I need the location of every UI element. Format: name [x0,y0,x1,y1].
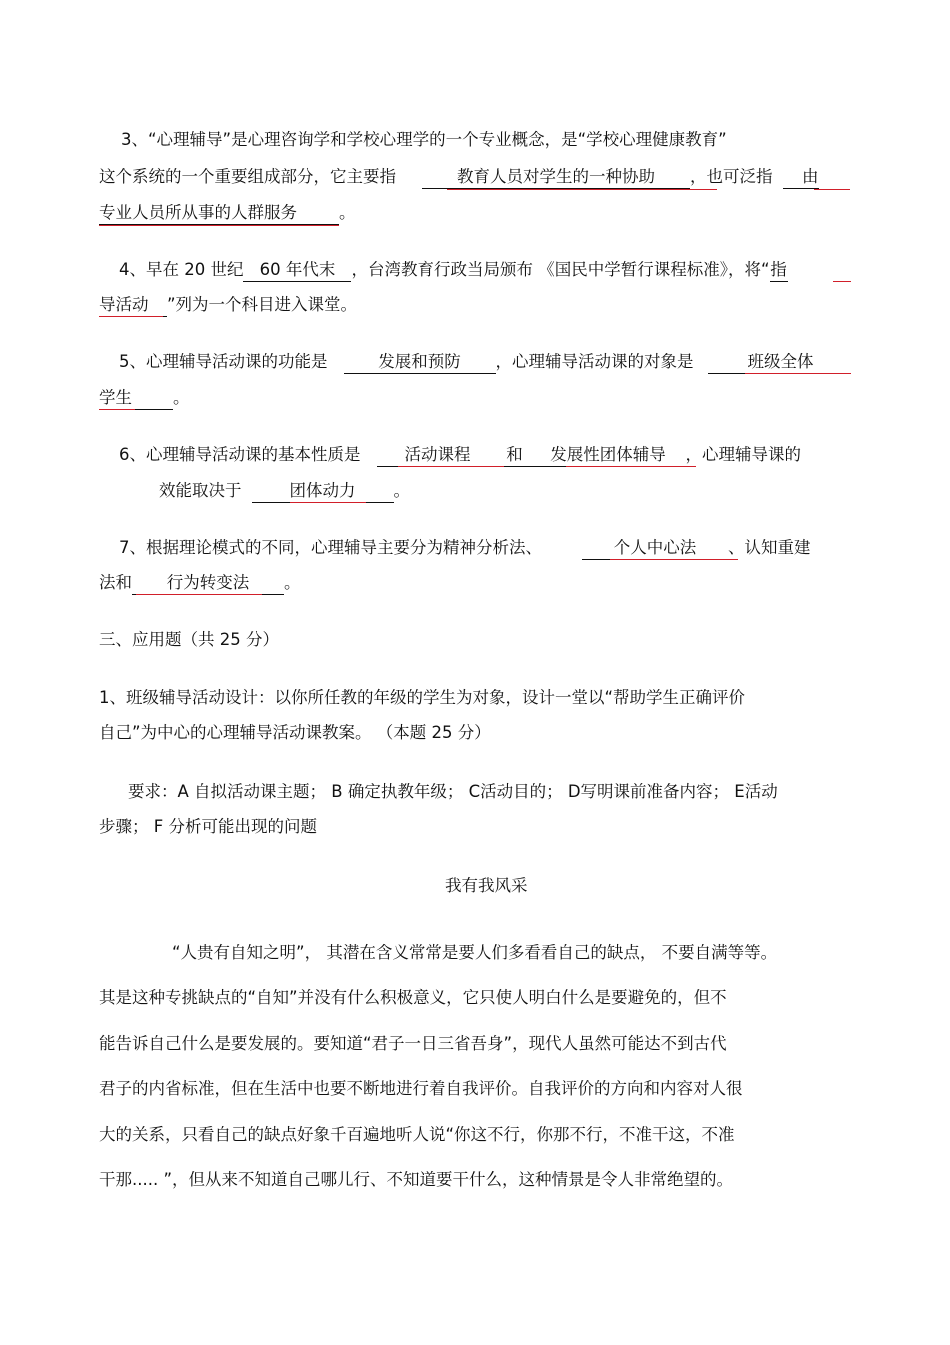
red-underline [136,594,262,595]
red-underline [99,409,135,410]
q7-answer-2: 行为转变法 [132,573,284,595]
red-underline [833,281,851,282]
q7-line2: 法和 行为转变法 。 [99,572,301,594]
q3-answer-2-part2: 专业人员所从事的人群服务 [99,203,339,225]
app1-line1: 1、班级辅导活动设计：以你所任教的年级的学生为对象，设计一堂以“帮助学生正确评价 [99,688,746,707]
app1-line2: 自己”为中心的心理辅导活动课教案。 （本题 25 分） [99,723,491,742]
essay-title: 我有我风采 [445,876,528,895]
requirements-line1: 要求：A 自拟活动课主题； B 确定执教年级； C活动目的； D写明课前准备内容； E活动 [128,782,778,801]
q6-and: 和 [499,445,531,467]
q7-answer-1: 个人中心法 [582,538,728,560]
q5-answer-2-part1: 班级全体 [708,352,814,374]
red-underline [745,373,851,374]
red-underline [447,189,717,190]
q3-answer-1: 教育人员对学生的一种协助 [422,167,690,189]
q4-answer-2-part1: 指 [770,260,788,282]
essay-line: 能告诉自己什么是要发展的。要知道“君子一日三省吾身”，现代人虽然可能达不到古代 [99,1034,727,1053]
q5-line2: 学生 。 [99,387,190,409]
red-underline [610,559,738,560]
q6-line1: 6、心理辅导活动课的基本性质是 活动课程 和 发展性团体辅导 ，心理辅导课的 [119,444,801,466]
essay-line: “人贵有自知之明”， 其潜在含义常常是要人们多看看自己的缺点， 不要自满等等。 [172,943,778,962]
q3-line2: 这个系统的一个重要组成部分，它主要指 教育人员对学生的一种协助 ，也可泛指 由 [99,166,819,188]
q4-answer-2-part2: 导活动 [99,295,167,317]
requirements-line2: 步骤； F 分析可能出现的问题 [99,817,317,836]
red-underline [99,316,163,317]
red-underline [99,225,339,226]
q7-line1: 7、根据理论模式的不同，心理辅导主要分为精神分析法、 个人中心法 、认知重建 [119,537,811,559]
q3-line3: 专业人员所从事的人群服务 。 [99,202,356,224]
q4-answer-1: 60 年代末 [243,260,351,282]
q3-line1: 3、“心理辅导”是心理咨询学和学校心理学的一个专业概念，是“学校心理健康教育” [121,130,727,149]
essay-line: 君子的内省标准，但在生活中也要不断地进行着自我评价。自我评价的方向和内容对人很 [99,1079,743,1098]
essay-line: 其是这种专挑缺点的“自知”并没有什么积极意义，它只使人明白什么是要避免的，但不 [99,988,727,1007]
essay-line: 干那..... ”，但从来不知道自己哪儿行、不知道要干什么，这种情景是令人非常绝望的。 [99,1170,734,1189]
q5-line1: 5、心理辅导活动课的功能是 发展和预防 ，心理辅导活动课的对象是 班级全体 [119,351,814,373]
q6-answer-3: 团体动力 [252,481,394,503]
section-heading: 三、应用题（共 25 分） [99,630,279,649]
q6-answer-1: 活动课程 [377,445,499,467]
red-underline [398,466,504,467]
red-underline [814,189,850,190]
q3-answer-2-part1: 由 [783,167,819,189]
q5-answer-1: 发展和预防 [344,352,496,374]
q6-line2: 效能取决于 团体动力 。 [159,480,410,502]
q5-answer-2-part2: 学生 [99,388,173,410]
q4-line1: 4、早在 20 世纪 60 年代末 ，台湾教育行政当局颁布 《国民中学暂行课程标准》，将“指 [119,259,788,281]
q6-answer-2: 发展性团体辅导 [531,445,686,467]
red-underline [566,466,696,467]
q4-line2: 导活动 ”列为一个科目进入课堂。 [99,294,357,316]
red-underline [290,502,366,503]
essay-line: 大的关系，只看自己的缺点好象千百遍地听人说“你这不行，你那不行，不准干这，不准 [99,1125,735,1144]
